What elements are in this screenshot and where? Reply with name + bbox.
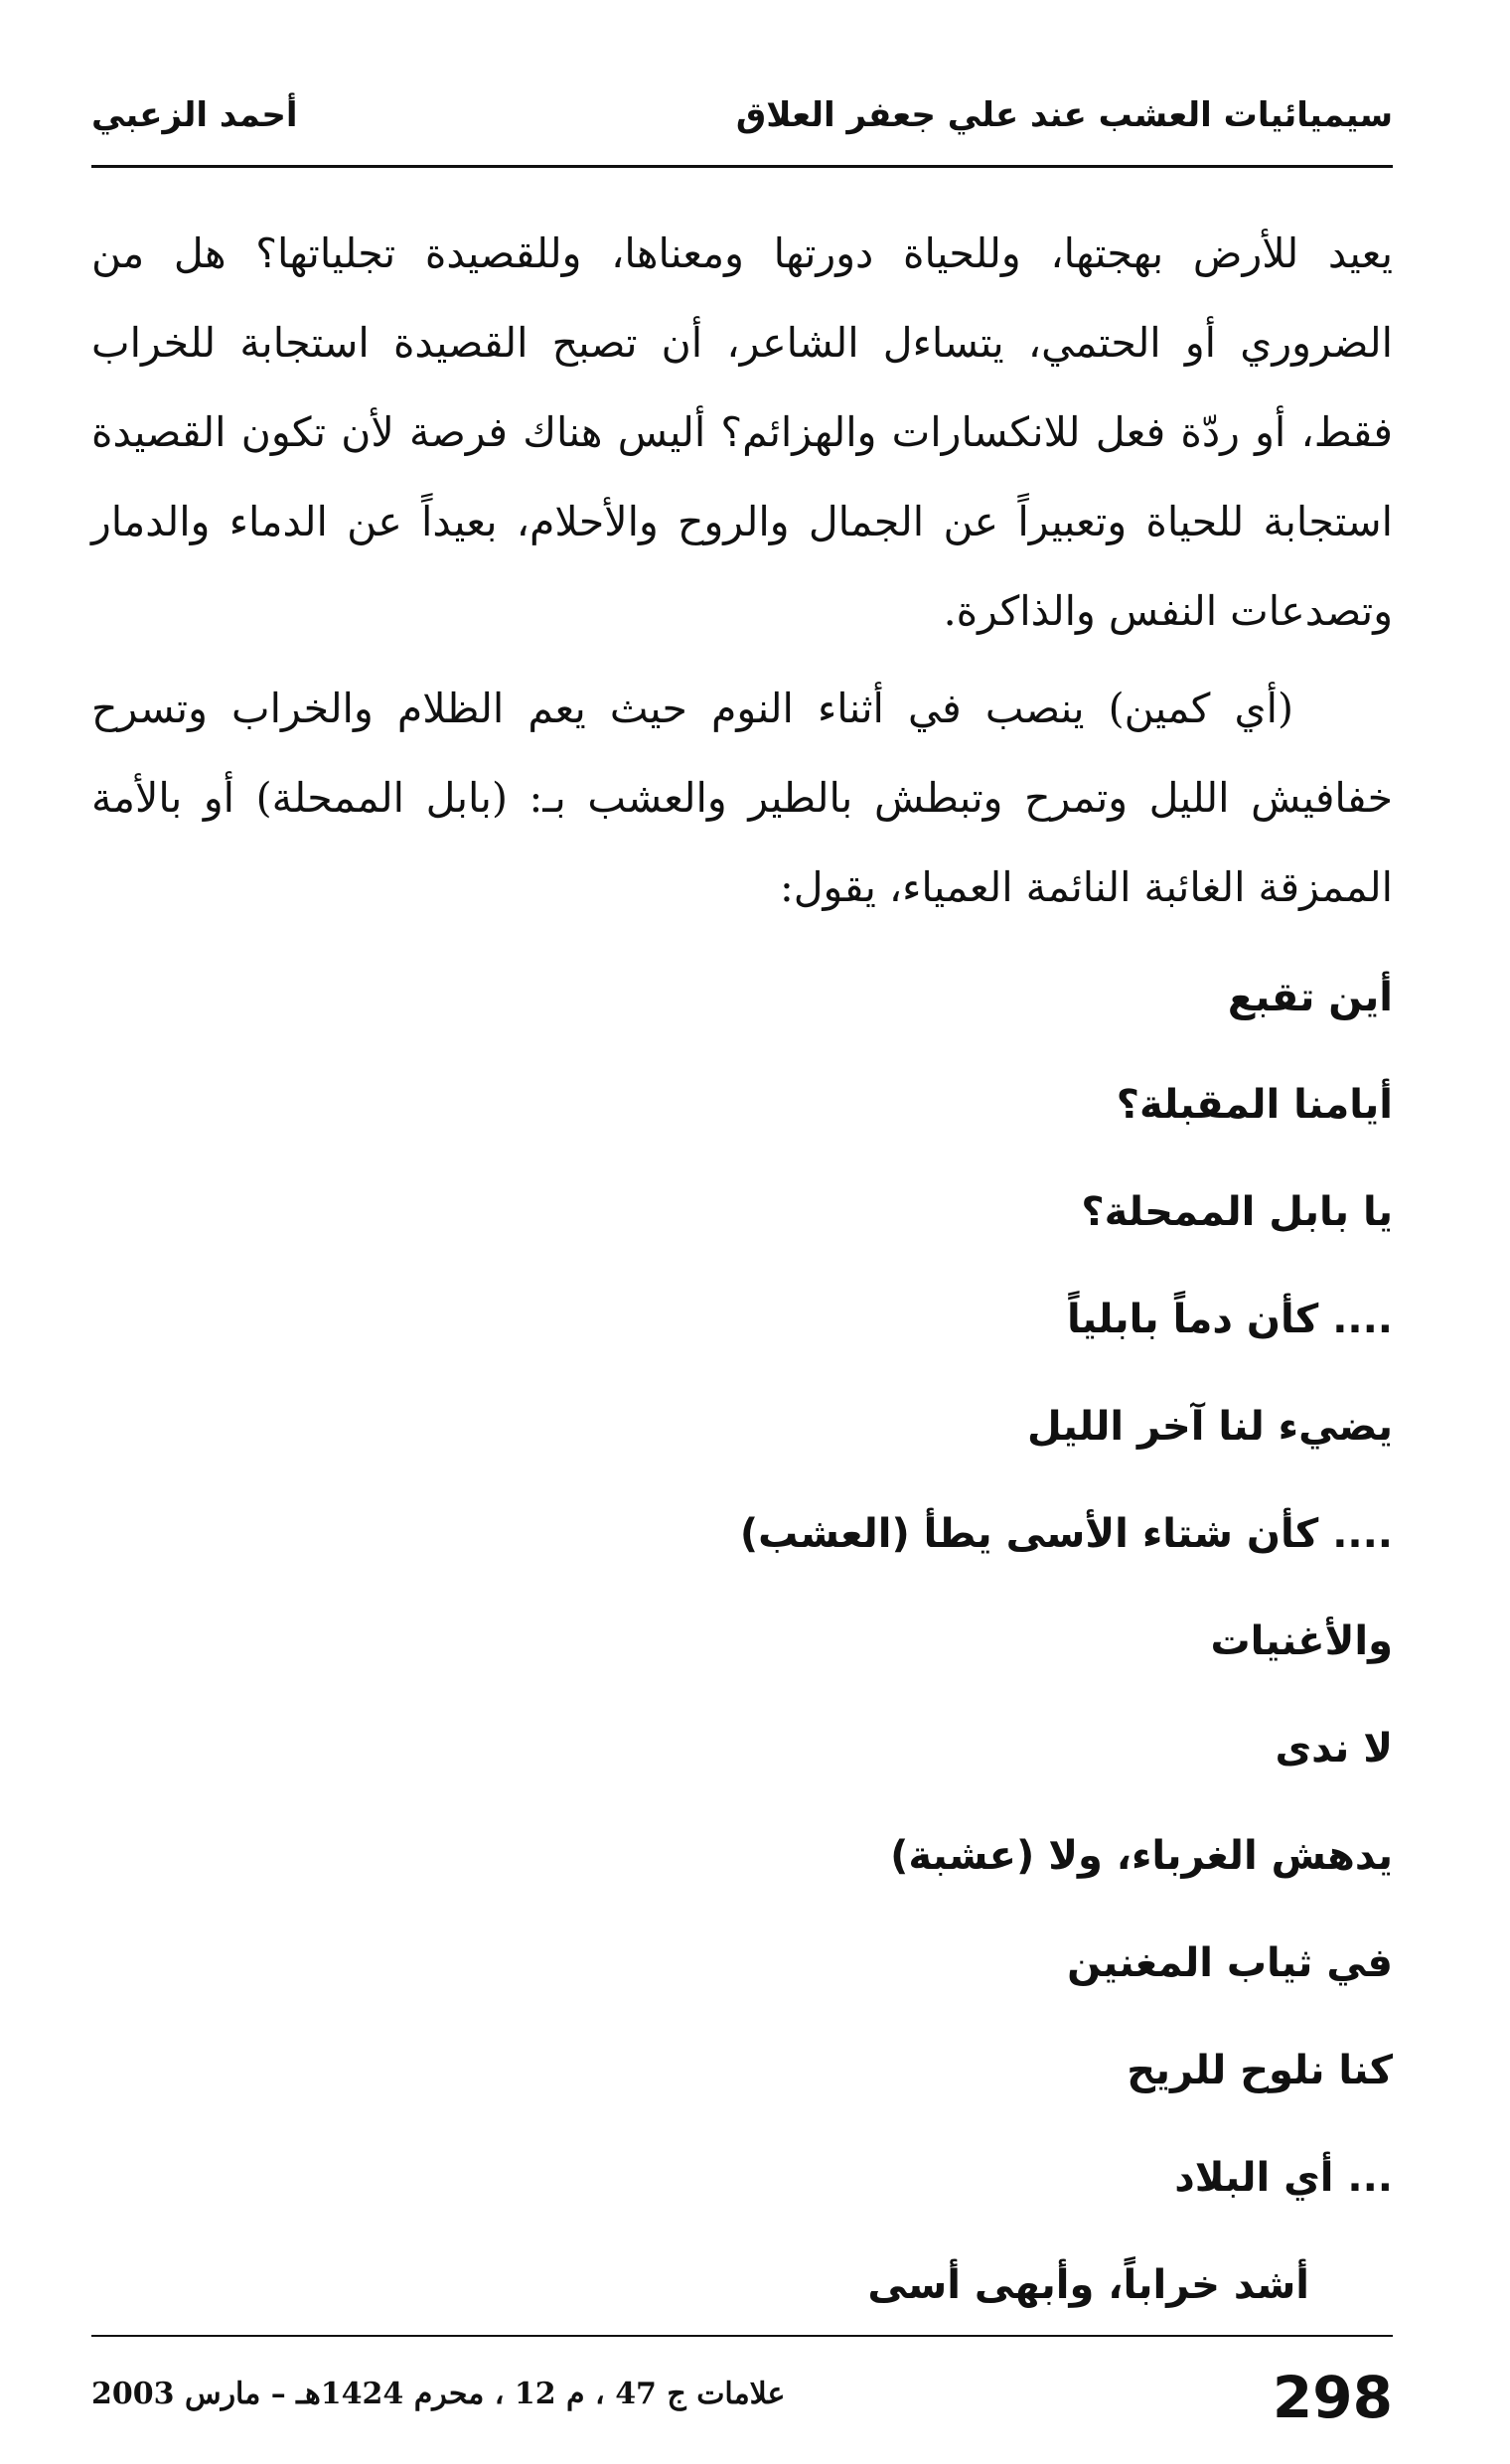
page-footer — [91, 2363, 1393, 2432]
poem-line: أشد خراباً، وأبهى أسى — [867, 2262, 1309, 2308]
poem-line: ... أي البلاد — [1174, 2155, 1393, 2201]
poem-line: في ثياب المغنين — [1067, 1940, 1393, 1986]
poem-line: .... كأن دماً بابلياً — [1066, 1297, 1393, 1342]
poem-line: كنا نلوح للريح — [1127, 2048, 1393, 2093]
poem-line: يا بابل الممحلة؟ — [1081, 1189, 1393, 1235]
poem-line: أين تقبع — [1227, 975, 1393, 1020]
poem-line: يضيء لنا آخر الليل — [1026, 1404, 1393, 1450]
journal-issue-info: علامات ج 47 ، م 12 ، محرم 1424هـ – مارس 2003 — [91, 2377, 786, 2411]
page-number: 298 — [1272, 2364, 1393, 2431]
poem-excerpt — [91, 944, 1393, 2339]
paragraph: يعيد للأرض بهجتها، وللحياة دورتها ومعناها، وللقصيدة تجلياتها؟ هل من الضروري أو الحتمي، يتساءل الشاعر، أن تصبح القصيدة استجابة للخراب فقط، أو ردّة فعل للانكسارات والهزائم؟ أليس هناك فرصة لأن تكون القصيدة استجابة للحياة وتعبيراً عن الجمال والروح والأحلام، بعيداً عن الدماء والدمار وتصدعات النفس والذاكرة. — [91, 230, 1393, 635]
paragraph: (أي كمين) ينصب في أثناء النوم حيث يعم الظلام والخراب وتسرح خفافيش الليل وتمرح وتبطش بالطير والعشب بـ: (بابل الممحلة) أو بالأمة الممزقة الغائبة النائمة العمياء، يقول: — [91, 685, 1393, 911]
document-page — [91, 0, 1393, 2464]
poem-line: يدهش الغرباء، ولا (عشبة) — [890, 1833, 1393, 1879]
author-name: أحمد الزعبي — [91, 95, 298, 135]
article-title: سيميائيات العشب عند علي جعفر العلاق — [735, 95, 1393, 135]
poem-line: أيامنا المقبلة؟ — [1116, 1082, 1393, 1128]
header-rule — [91, 165, 1393, 168]
footer-rule — [91, 2335, 1393, 2337]
running-head — [91, 95, 1393, 155]
poem-line: والأغنيات — [1210, 1618, 1393, 1664]
body-text — [91, 209, 1393, 932]
poem-line: لا ندى — [1275, 1726, 1393, 1771]
poem-line: .... كأن شتاء الأسى يطأ (العشب) — [739, 1511, 1393, 1557]
